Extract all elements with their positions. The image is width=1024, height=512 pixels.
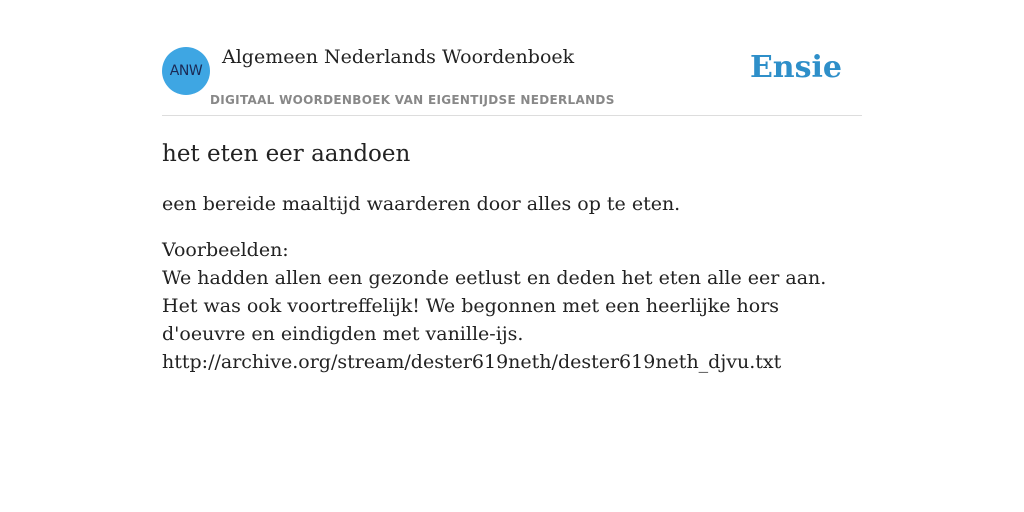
examples-label: Voorbeelden:: [162, 239, 289, 261]
entry-title: het eten eer aandoen: [162, 141, 411, 167]
site-subtitle: DIGITAAL WOORDENBOEK VAN EIGENTIJDSE NEDERLANDS: [210, 93, 615, 107]
entry-definition: een bereide maaltijd waarderen door alles op te eten.: [162, 193, 681, 215]
site-title[interactable]: Algemeen Nederlands Woordenboek: [222, 46, 575, 68]
logo-text: ANW: [169, 63, 203, 79]
examples-section: [162, 236, 862, 376]
site-header: [162, 40, 862, 116]
ensie-brand-link[interactable]: Ensie: [749, 50, 842, 85]
example-source-url: http://archive.org/stream/dester619neth/dester619neth_djvu.txt: [162, 351, 782, 373]
anw-logo[interactable]: [162, 47, 210, 95]
entry-content: [162, 138, 862, 376]
example-text: We hadden allen een gezonde eetlust en deden het eten alle eer aan. Het was ook voortreffelijk! We begonnen met een heerlijke hors d'oeuvre en eindigden met vanille-ijs.: [162, 267, 827, 345]
